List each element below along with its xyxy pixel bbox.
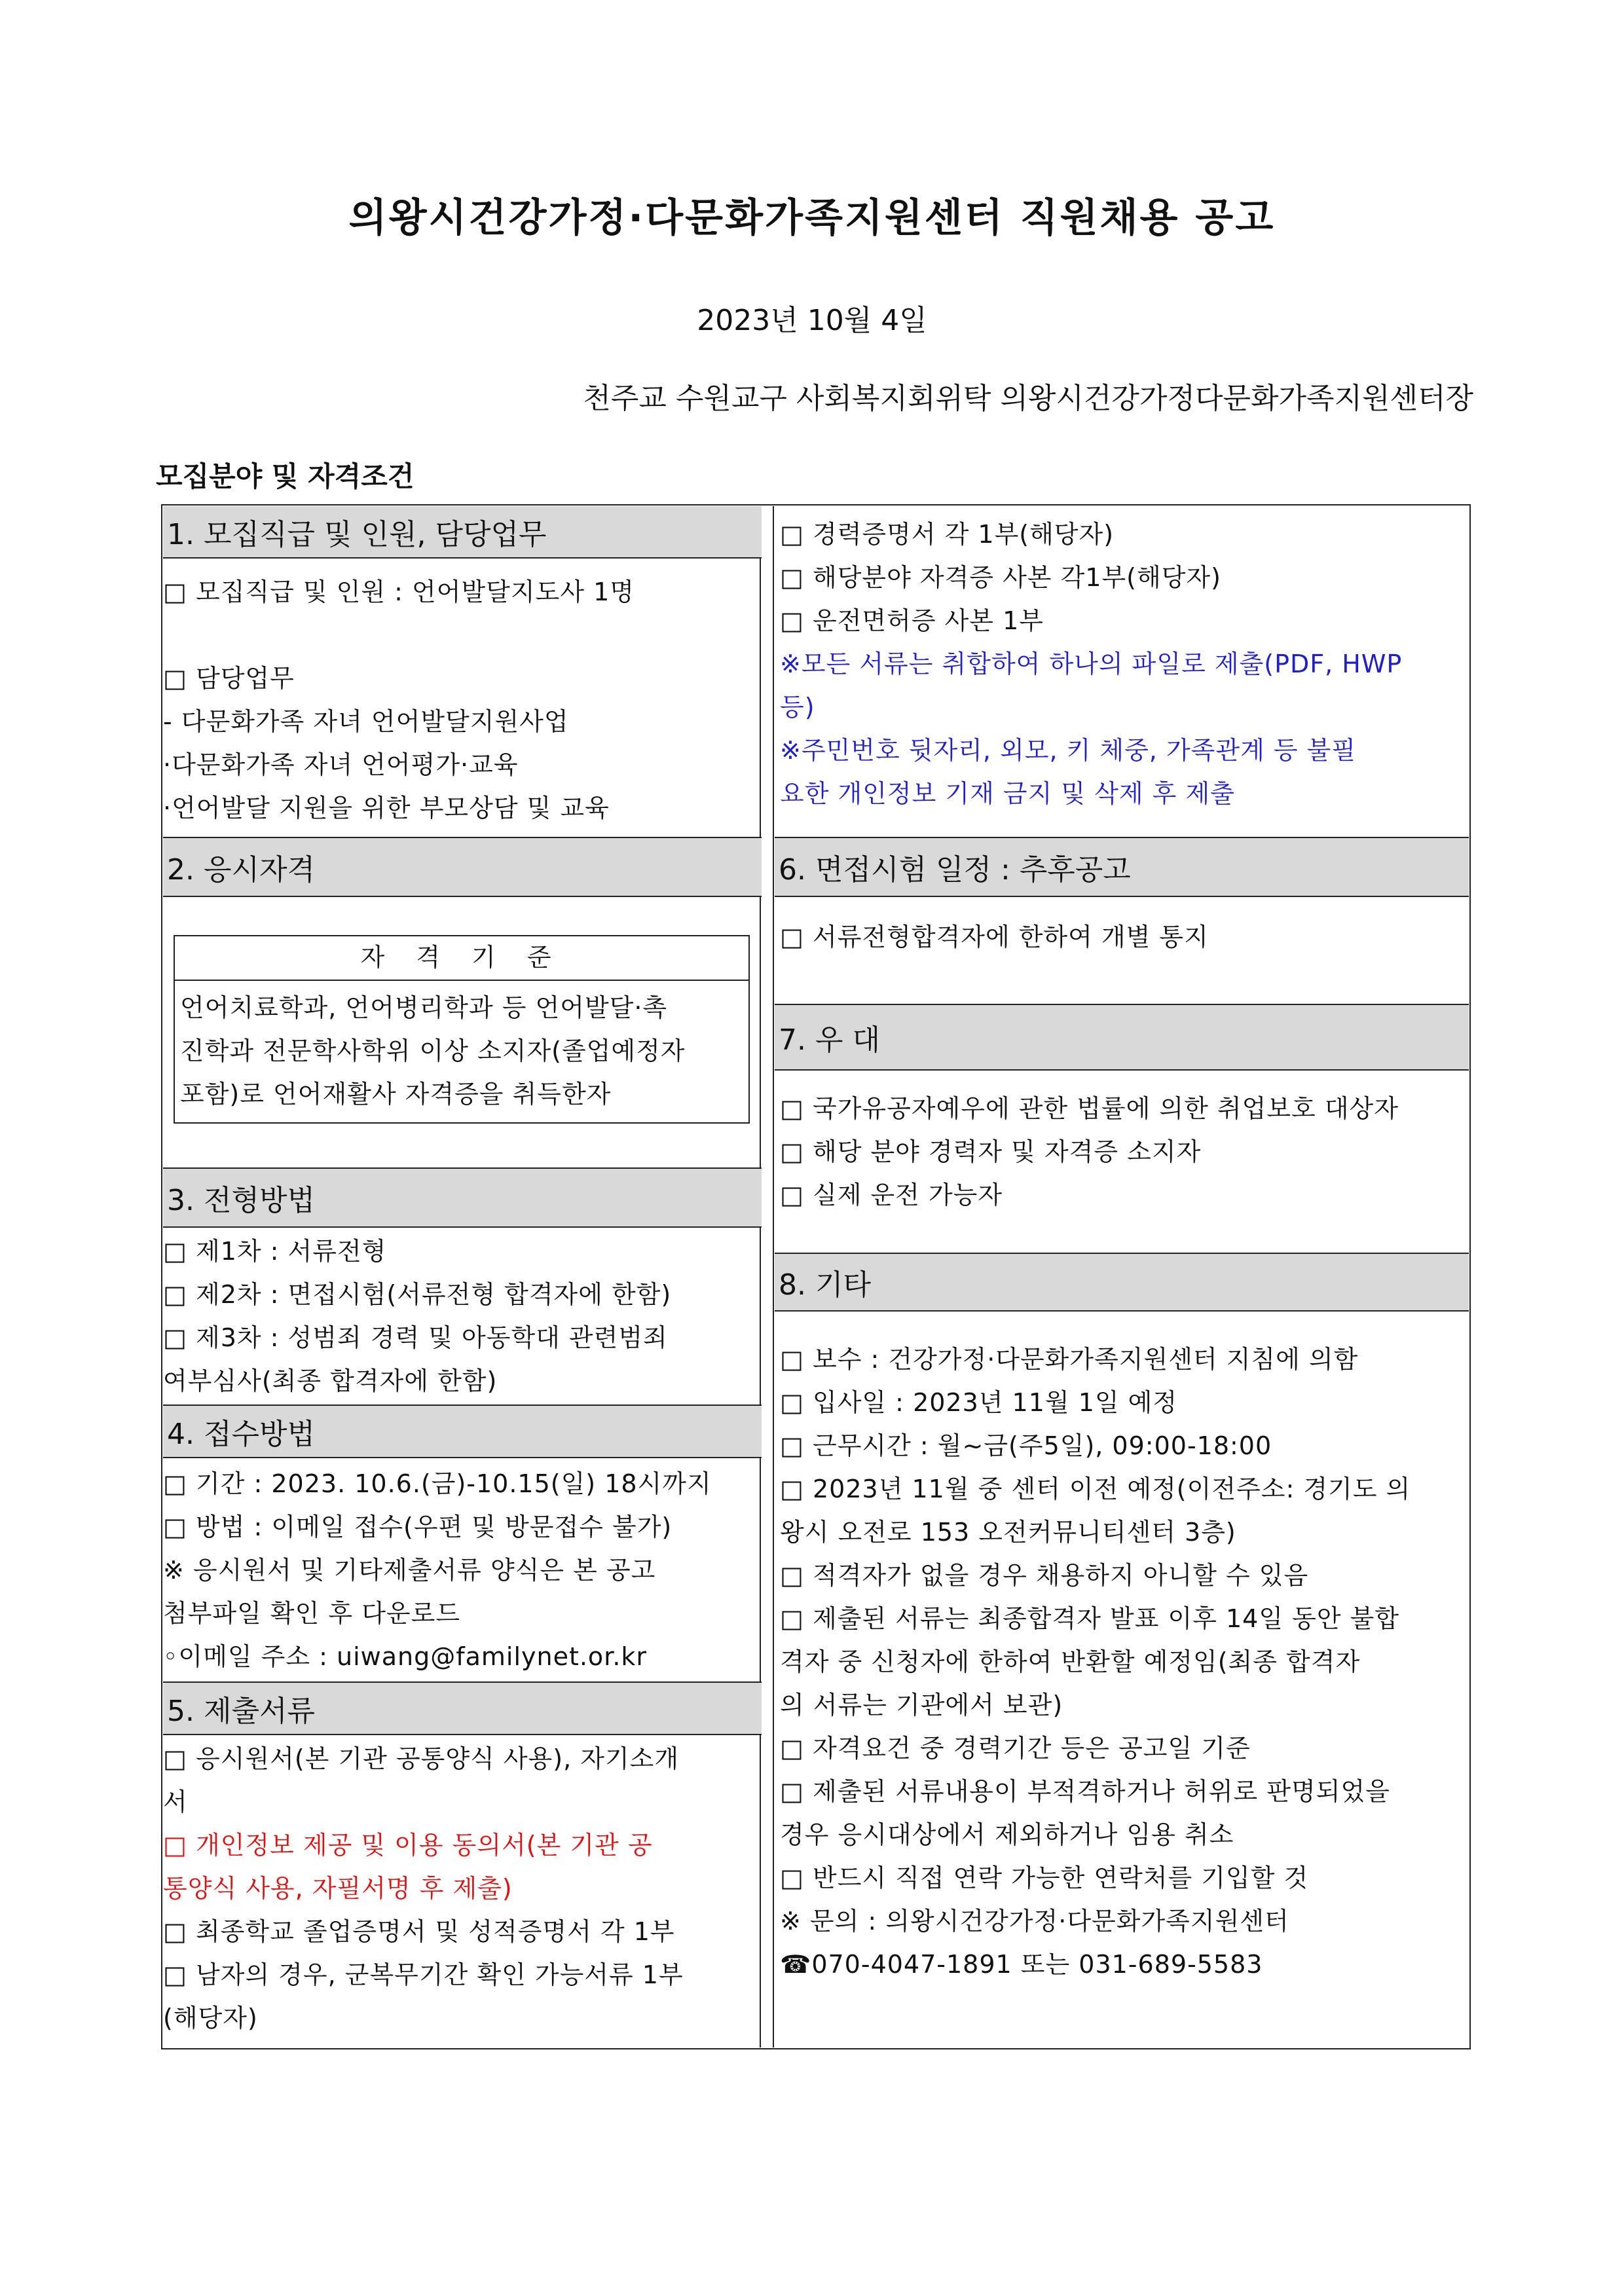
s5c-notice-1-cont: 등) <box>780 693 815 722</box>
s8-line-3: □ 근무시간 : 월~금(주5일), 09:00-18:00 <box>780 1431 1272 1460</box>
qual-line-3: 포함)로 언어재활사 자격증을 취득한자 <box>180 1080 612 1109</box>
s8-line-13: □ 반드시 직접 연락 가능한 연락처를 기입할 것 <box>780 1864 1309 1892</box>
column-divider-right <box>773 506 774 2047</box>
s5c-notice-2: ※주민번호 뒷자리, 외모, 키 체중, 가족관계 등 불필 <box>780 736 1357 765</box>
s8-line-6: □ 적격자가 없을 경우 채용하지 아니할 수 있음 <box>780 1561 1309 1590</box>
s4-line-2: □ 방법 : 이메일 접수(우편 및 방문접수 불가) <box>163 1513 673 1541</box>
s1-line-4: ·다문화가족 자녀 언어평가·교육 <box>163 750 519 779</box>
section-8-heading: 8. 기타 <box>775 1253 1469 1312</box>
s1-line-5: ·언어발달 지원을 위한 부모상담 및 교육 <box>163 794 610 822</box>
s6-line-1: □ 서류전형합격자에 한하여 개별 통지 <box>780 923 1209 951</box>
s8-line-9: 의 서류는 기관에서 보관) <box>780 1691 1063 1719</box>
qualification-box-title: 자 격 기 준 <box>175 936 748 981</box>
s1-line-2: □ 담당업무 <box>163 664 295 693</box>
s4-line-4: 첨부파일 확인 후 다운로드 <box>163 1599 461 1628</box>
organization-name: 천주교 수원교구 사회복지회위탁 의왕시건강가정다문화가족지원센터장 <box>583 382 1473 415</box>
s5-line-2: 서 <box>163 1788 188 1816</box>
right-column <box>775 506 1469 2047</box>
s1-line-3: - 다문화가족 자녀 언어발달지원사업 <box>163 707 569 736</box>
s8-line-1: □ 보수 : 건강가정·다문화가족지원센터 지침에 의함 <box>780 1345 1359 1374</box>
section-1-heading: 1. 모집직급 및 인원, 담당업무 <box>163 506 762 559</box>
s8-line-12: 경우 응시대상에서 제외하거나 임용 취소 <box>780 1820 1234 1849</box>
s4-line-1: □ 기간 : 2023. 10.6.(금)-10.15(일) 18시까지 <box>163 1469 712 1498</box>
s4-line-3: ※ 응시원서 및 기타제출서류 양식은 본 공고 <box>163 1556 656 1585</box>
announcement-date: 2023년 10월 4일 <box>697 304 927 337</box>
section-5-heading: 5. 제출서류 <box>163 1681 762 1735</box>
section-2-heading: 2. 응시자격 <box>163 837 762 897</box>
s8-line-7: □ 제출된 서류는 최종합격자 발표 이후 14일 동안 불합 <box>780 1604 1400 1633</box>
s5-line-5: □ 최종학교 졸업증명서 및 성적증명서 각 1부 <box>163 1917 675 1946</box>
s5c-notice-2-cont: 요한 개인정보 기재 금지 및 삭제 후 제출 <box>780 779 1235 808</box>
s8-phone-line: ☎070-4047-1891 또는 031-689-5583 <box>780 1950 1263 1979</box>
s7-line-3: □ 실제 운전 가능자 <box>780 1181 1003 1209</box>
s5-consent-line-2: 통양식 사용, 자필서명 후 제출) <box>163 1874 513 1903</box>
s8-contact-line: ※ 문의 : 의왕시건강가정·다문화가족지원센터 <box>780 1907 1289 1936</box>
s5c-notice-1: ※모든 서류는 취합하여 하나의 파일로 제출(PDF, HWP <box>780 650 1403 678</box>
qualification-box <box>174 935 750 1124</box>
s8-line-10: □ 자격요건 중 경력기간 등은 공고일 기준 <box>780 1734 1251 1763</box>
s4-email-line: ◦이메일 주소 : uiwang@familynet.or.kr <box>163 1642 648 1671</box>
s5-line-1: □ 응시원서(본 기관 공통양식 사용), 자기소개 <box>163 1744 680 1773</box>
qual-line-2: 진학과 전문학사학위 이상 소지자(졸업예정자 <box>180 1037 686 1065</box>
s5-line-6: □ 남자의 경우, 군복무기간 확인 가능서류 1부 <box>163 1960 684 1989</box>
s5-consent-line-1: □ 개인정보 제공 및 이용 동의서(본 기관 공 <box>163 1831 653 1860</box>
section-6-heading: 6. 면접시험 일정 : 추후공고 <box>775 837 1469 897</box>
section-7-heading: 7. 우 대 <box>775 1004 1469 1071</box>
s3-line-2: □ 제2차 : 면접시험(서류전형 합격자에 한함) <box>163 1280 672 1309</box>
s5c-line-1: □ 경력증명서 각 1부(해당자) <box>780 520 1115 549</box>
s5-line-7: (해당자) <box>163 2004 258 2032</box>
qualification-box-body <box>175 981 748 1122</box>
qual-line-1: 언어치료학과, 언어병리학과 등 언어발달·촉 <box>180 993 668 1022</box>
s8-line-2: □ 입사일 : 2023년 11월 1일 예정 <box>780 1388 1178 1417</box>
s8-line-4: □ 2023년 11월 중 센터 이전 예정(이전주소: 경기도 의 <box>780 1475 1411 1503</box>
s7-line-2: □ 해당 분야 경력자 및 자격증 소지자 <box>780 1137 1202 1166</box>
s5c-line-2: □ 해당분야 자격증 사본 각1부(해당자) <box>780 563 1221 592</box>
s7-line-1: □ 국가유공자예우에 관한 법률에 의한 취업보호 대상자 <box>780 1094 1399 1123</box>
s1-line-1: □ 모집직급 및 인원 : 언어발달지도사 1명 <box>163 578 635 606</box>
s5c-line-3: □ 운전면허증 사본 1부 <box>780 606 1044 635</box>
s3-line-4: 여부심사(최종 합격자에 한함) <box>163 1367 498 1395</box>
left-column <box>163 506 762 2047</box>
section-4-heading: 4. 접수방법 <box>163 1405 762 1458</box>
s8-line-5: 왕시 오전로 153 오전커뮤니티센터 3층) <box>780 1518 1236 1547</box>
section-3-heading: 3. 전형방법 <box>163 1167 762 1228</box>
section-title: 모집분야 및 자격조건 <box>156 460 415 492</box>
s3-line-1: □ 제1차 : 서류전형 <box>163 1237 387 1266</box>
s8-line-8: 격자 중 신청자에 한하여 반환할 예정임(최종 합격자 <box>780 1647 1361 1676</box>
s3-line-3: □ 제3차 : 성범죄 경력 및 아동학대 관련범죄 <box>163 1323 668 1352</box>
s8-line-11: □ 제출된 서류내용이 부적격하거나 허위로 판명되었을 <box>780 1777 1390 1806</box>
document-title: 의왕시건강가정·다문화가족지원센터 직원채용 공고 <box>348 195 1276 241</box>
